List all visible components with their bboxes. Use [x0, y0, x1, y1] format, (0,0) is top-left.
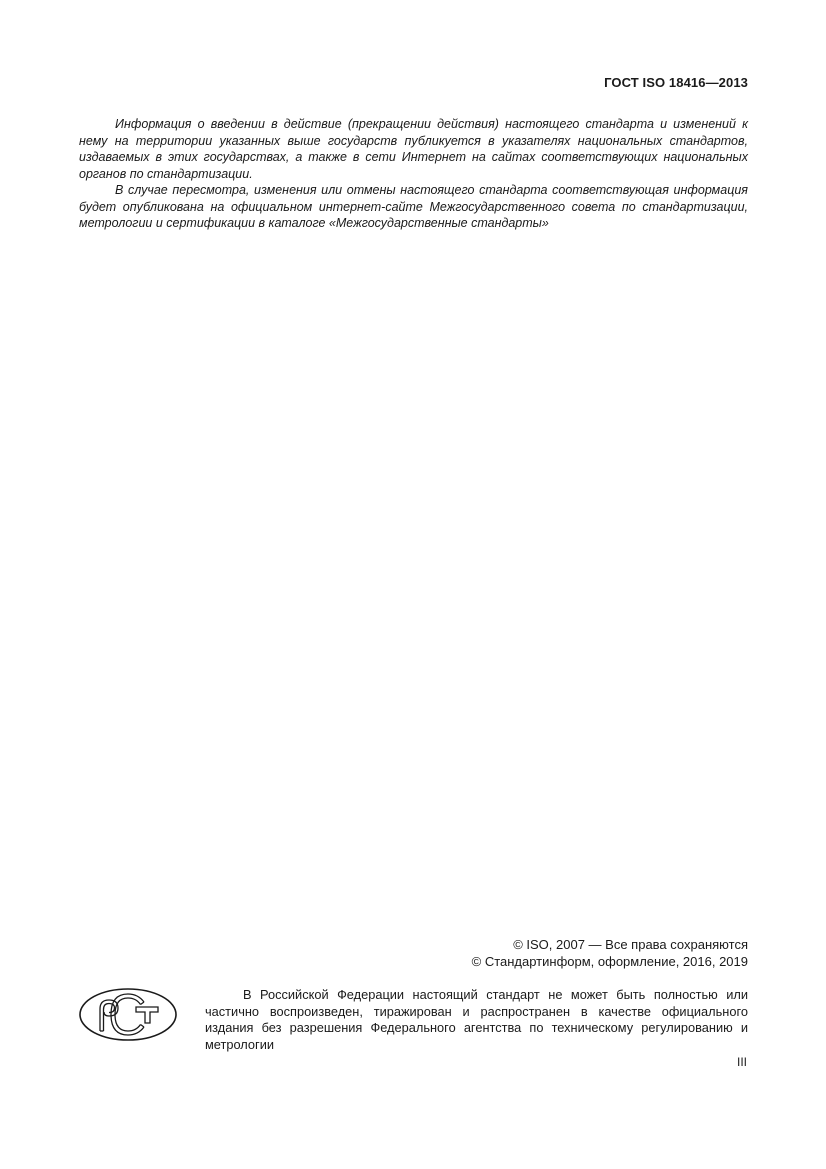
paragraph-introduction-info: Информация о введении в действие (прекращении действия) настоящего стандарта и изменений к нему на территории указанных выше государств публикуется в указателях национальных стандартов, издаваемых в этих государствах, а также в сети Интернет на сайтах соответствующих национальных органов по стандартизации.	[79, 117, 748, 181]
copyright-standartinform: © Стандартинформ, оформление, 2016, 2019	[471, 954, 748, 969]
reproduction-notice-text: В Российской Федерации настоящий стандарт не может быть полностью или частично воспроизведен, тиражирован и распространен в качестве официального издания без разрешения Федерального агентства по техническому регулированию и метрологии	[205, 987, 748, 1052]
document-code-header: ГОСТ ISO 18416—2013	[604, 75, 748, 90]
rst-logo-icon	[78, 987, 178, 1042]
page-number: III	[736, 1055, 747, 1069]
copyright-block	[472, 936, 748, 970]
paragraph-revision-info: В случае пересмотра, изменения или отмены настоящего стандарта соответствующая информация будет опубликована на официальном интернет-сайте Межгосударственного совета по стандартизации, метрологии и сертификации в каталоге «Межгосударственные стандарты»	[79, 183, 748, 230]
reproduction-notice	[205, 987, 748, 1053]
body-text	[79, 116, 748, 232]
copyright-iso: © ISO, 2007 — Все права сохраняются	[513, 937, 748, 952]
